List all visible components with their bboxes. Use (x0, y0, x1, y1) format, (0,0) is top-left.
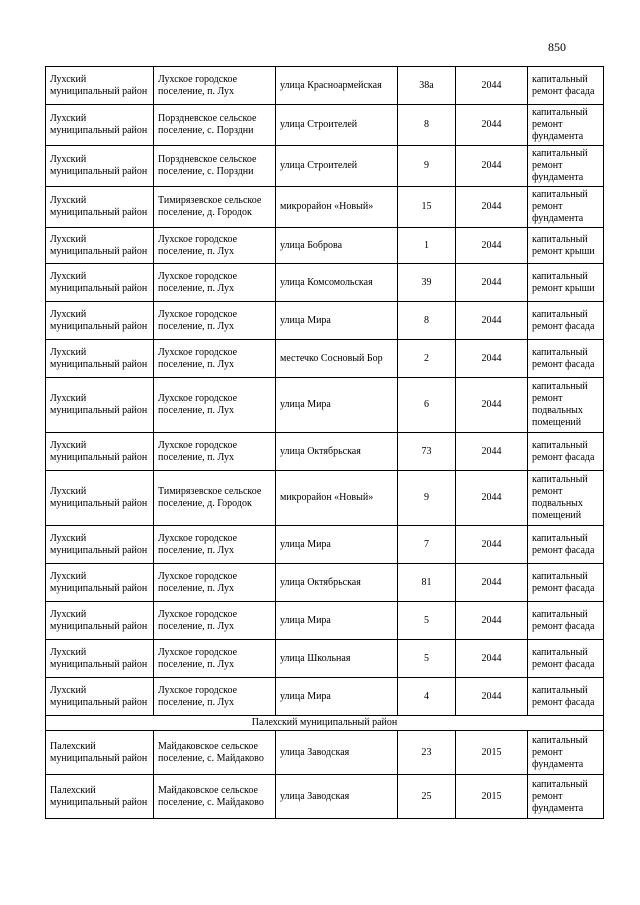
cell-year: 2044 (456, 187, 528, 228)
cell-street: улица Заводская (276, 731, 398, 775)
table-row (46, 775, 604, 819)
cell-house: 73 (398, 433, 456, 471)
cell-settlement: Лухское городское поселение, п. Лух (154, 433, 276, 471)
cell-house: 8 (398, 105, 456, 146)
cell-year: 2044 (456, 378, 528, 433)
cell-settlement: Майдаковское сельское поселение, с. Майдаково (154, 775, 276, 819)
cell-district: Лухский муниципальный район (46, 526, 154, 564)
cell-work: капитальный ремонт фасада (528, 678, 604, 716)
cell-district: Лухский муниципальный район (46, 564, 154, 602)
cell-street: улица Школьная (276, 640, 398, 678)
cell-year: 2044 (456, 433, 528, 471)
cell-work: капитальный ремонт крыши (528, 228, 604, 264)
table-row (46, 264, 604, 302)
cell-house: 8 (398, 302, 456, 340)
table-row (46, 187, 604, 228)
cell-settlement: Лухское городское поселение, п. Лух (154, 302, 276, 340)
cell-street: улица Строителей (276, 146, 398, 187)
cell-street: улица Строителей (276, 105, 398, 146)
table-row (46, 731, 604, 775)
table-row (46, 105, 604, 146)
table-row (46, 640, 604, 678)
cell-house: 23 (398, 731, 456, 775)
table-row (46, 471, 604, 526)
cell-district: Лухский муниципальный район (46, 433, 154, 471)
cell-house: 2 (398, 340, 456, 378)
cell-year: 2044 (456, 264, 528, 302)
cell-work: капитальный ремонт фундамента (528, 105, 604, 146)
section-title: Палехский муниципальный район (46, 716, 604, 731)
cell-house: 81 (398, 564, 456, 602)
table-row (46, 67, 604, 105)
cell-year: 2044 (456, 471, 528, 526)
cell-year: 2044 (456, 564, 528, 602)
cell-year: 2044 (456, 105, 528, 146)
cell-work: капитальный ремонт фасада (528, 602, 604, 640)
cell-year: 2044 (456, 526, 528, 564)
cell-house: 39 (398, 264, 456, 302)
cell-street: улица Боброва (276, 228, 398, 264)
cell-house: 6 (398, 378, 456, 433)
cell-house: 9 (398, 471, 456, 526)
page-number: 850 (548, 40, 566, 54)
cell-district: Лухский муниципальный район (46, 67, 154, 105)
cell-year: 2044 (456, 340, 528, 378)
cell-work: капитальный ремонт фасада (528, 526, 604, 564)
cell-street: улица Красноармейская (276, 67, 398, 105)
cell-work: капитальный ремонт фасада (528, 564, 604, 602)
cell-house: 7 (398, 526, 456, 564)
cell-year: 2015 (456, 775, 528, 819)
cell-house: 1 (398, 228, 456, 264)
cell-settlement: Порздневское сельское поселение, с. Порздни (154, 146, 276, 187)
cell-street: микрорайон «Новый» (276, 187, 398, 228)
cell-work: капитальный ремонт фундамента (528, 731, 604, 775)
cell-year: 2044 (456, 640, 528, 678)
cell-settlement: Лухское городское поселение, п. Лух (154, 378, 276, 433)
table-row (46, 526, 604, 564)
cell-settlement: Лухское городское поселение, п. Лух (154, 602, 276, 640)
cell-house: 9 (398, 146, 456, 187)
cell-year: 2044 (456, 67, 528, 105)
cell-work: капитальный ремонт фасада (528, 302, 604, 340)
cell-settlement: Тимирязевское сельское поселение, д. Городок (154, 187, 276, 228)
cell-settlement: Майдаковское сельское поселение, с. Майдаково (154, 731, 276, 775)
cell-settlement: Порздневское сельское поселение, с. Порздни (154, 105, 276, 146)
cell-work: капитальный ремонт фундамента (528, 146, 604, 187)
cell-street: улица Комсомольская (276, 264, 398, 302)
cell-settlement: Лухское городское поселение, п. Лух (154, 264, 276, 302)
cell-street: микрорайон «Новый» (276, 471, 398, 526)
cell-house: 38а (398, 67, 456, 105)
cell-district: Лухский муниципальный район (46, 602, 154, 640)
cell-year: 2044 (456, 228, 528, 264)
cell-work: капитальный ремонт фасада (528, 340, 604, 378)
table-row (46, 146, 604, 187)
cell-settlement: Лухское городское поселение, п. Лух (154, 564, 276, 602)
cell-district: Лухский муниципальный район (46, 640, 154, 678)
cell-district: Лухский муниципальный район (46, 187, 154, 228)
cell-street: улица Мира (276, 678, 398, 716)
cell-district: Лухский муниципальный район (46, 264, 154, 302)
cell-district: Лухский муниципальный район (46, 146, 154, 187)
cell-settlement: Лухское городское поселение, п. Лух (154, 678, 276, 716)
table-row (46, 378, 604, 433)
cell-street: улица Мира (276, 302, 398, 340)
cell-work: капитальный ремонт фасада (528, 433, 604, 471)
cell-district: Лухский муниципальный район (46, 678, 154, 716)
table-row (46, 340, 604, 378)
cell-settlement: Лухское городское поселение, п. Лух (154, 640, 276, 678)
cell-work: капитальный ремонт фасада (528, 67, 604, 105)
cell-district: Лухский муниципальный район (46, 471, 154, 526)
cell-settlement: Лухское городское поселение, п. Лух (154, 340, 276, 378)
cell-year: 2015 (456, 731, 528, 775)
table-row (46, 228, 604, 264)
cell-work: капитальный ремонт фасада (528, 640, 604, 678)
cell-work: капитальный ремонт фундамента (528, 775, 604, 819)
cell-settlement: Лухское городское поселение, п. Лух (154, 526, 276, 564)
cell-street: улица Мира (276, 602, 398, 640)
table-row (46, 602, 604, 640)
cell-house: 4 (398, 678, 456, 716)
cell-year: 2044 (456, 678, 528, 716)
cell-house: 15 (398, 187, 456, 228)
cell-work: капитальный ремонт крыши (528, 264, 604, 302)
cell-work: капитальный ремонт подвальных помещений (528, 378, 604, 433)
cell-street: улица Октябрьская (276, 433, 398, 471)
cell-settlement: Лухское городское поселение, п. Лух (154, 228, 276, 264)
table-row (46, 678, 604, 716)
cell-work: капитальный ремонт подвальных помещений (528, 471, 604, 526)
cell-street: улица Мира (276, 526, 398, 564)
cell-district: Лухский муниципальный район (46, 378, 154, 433)
cell-year: 2044 (456, 146, 528, 187)
table-row (46, 302, 604, 340)
table-body (46, 67, 604, 819)
cell-district: Лухский муниципальный район (46, 340, 154, 378)
cell-street: улица Октябрьская (276, 564, 398, 602)
cell-year: 2044 (456, 602, 528, 640)
capital-repair-table (45, 66, 604, 819)
cell-district: Лухский муниципальный район (46, 105, 154, 146)
cell-settlement: Тимирязевское сельское поселение, д. Городок (154, 471, 276, 526)
cell-house: 25 (398, 775, 456, 819)
cell-house: 5 (398, 640, 456, 678)
cell-settlement: Лухское городское поселение, п. Лух (154, 67, 276, 105)
cell-year: 2044 (456, 302, 528, 340)
cell-district: Палехский муниципальный район (46, 731, 154, 775)
cell-district: Лухский муниципальный район (46, 228, 154, 264)
cell-street: улица Мира (276, 378, 398, 433)
cell-street: местечко Сосновый Бор (276, 340, 398, 378)
table-row (46, 564, 604, 602)
cell-district: Палехский муниципальный район (46, 775, 154, 819)
cell-house: 5 (398, 602, 456, 640)
table-row (46, 433, 604, 471)
cell-street: улица Заводская (276, 775, 398, 819)
cell-district: Лухский муниципальный район (46, 302, 154, 340)
cell-work: капитальный ремонт фундамента (528, 187, 604, 228)
section-header-row (46, 716, 604, 731)
